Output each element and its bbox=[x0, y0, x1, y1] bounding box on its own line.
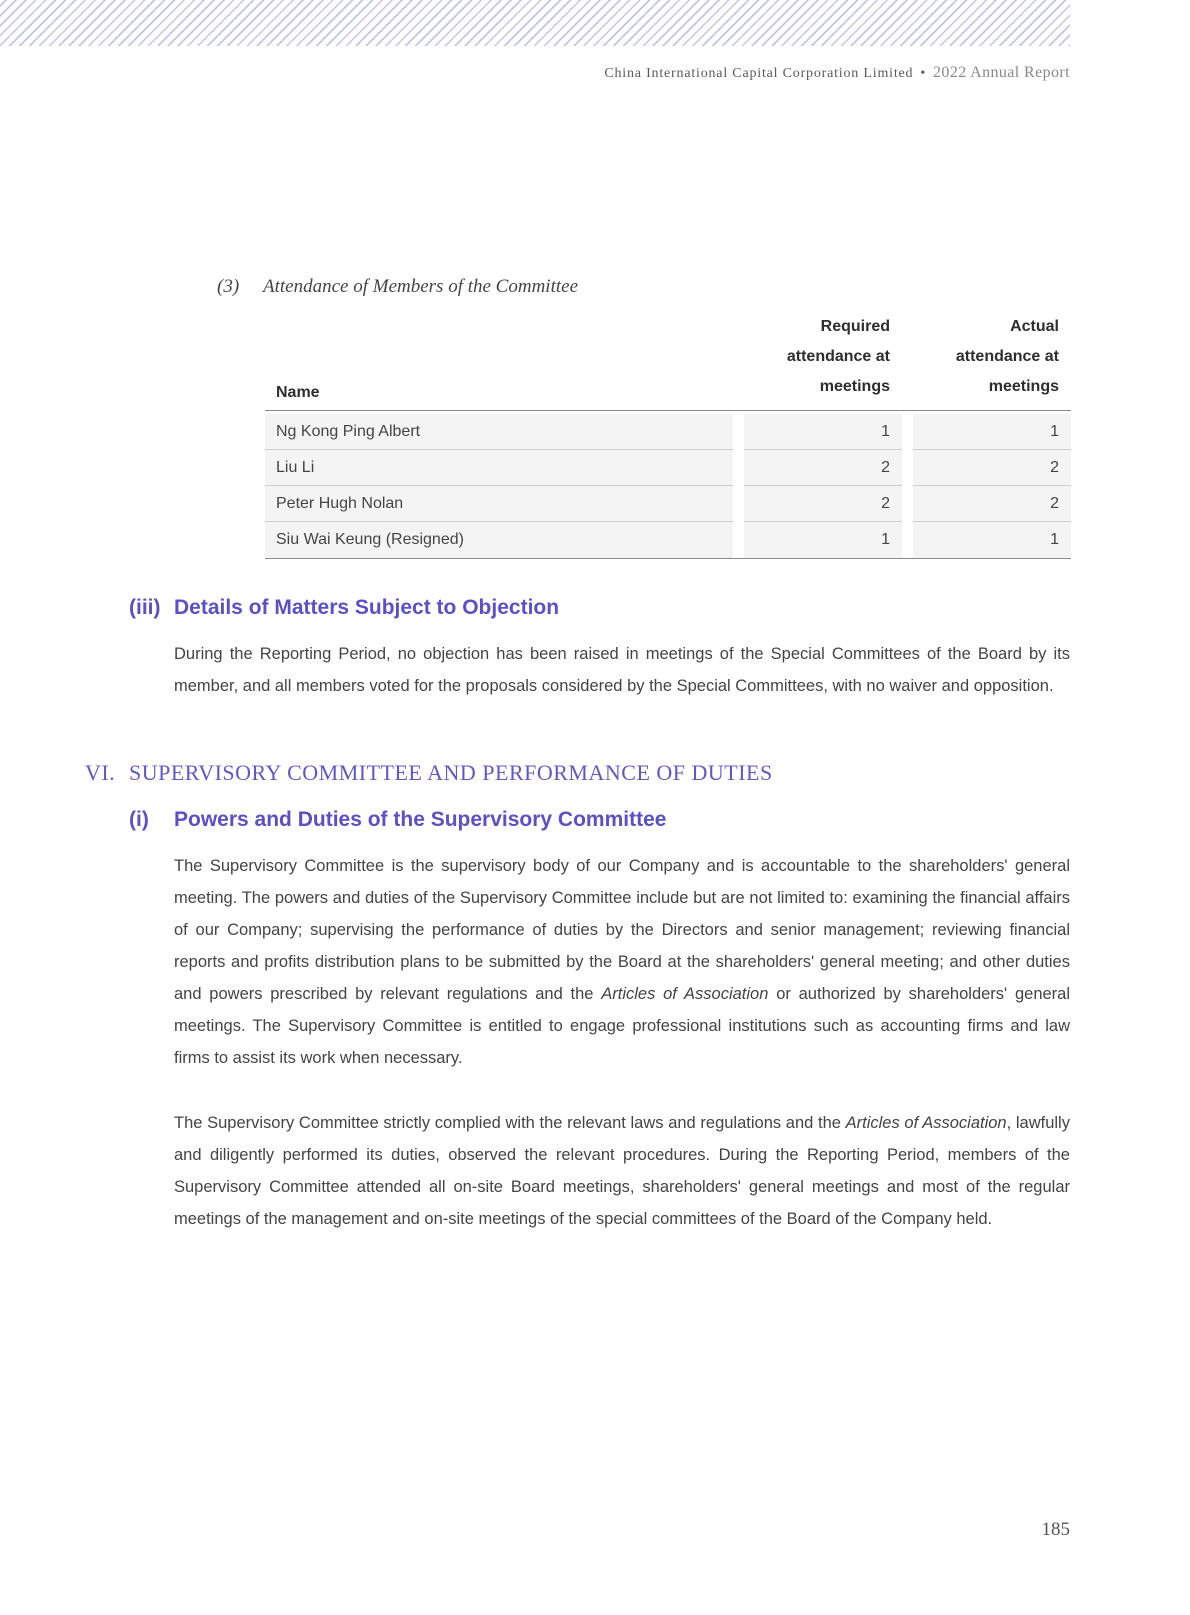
powers-heading bbox=[129, 808, 666, 832]
objection-heading-number: (iii) bbox=[129, 596, 161, 619]
cell-name: Ng Kong Ping Albert bbox=[265, 414, 733, 450]
attendance-table bbox=[265, 318, 1071, 559]
supervisory-heading-number: VI. bbox=[85, 760, 116, 785]
column-header-actual: Actual attendance at meetings bbox=[955, 318, 1059, 395]
attendance-heading bbox=[217, 276, 578, 298]
articles-of-association-reference: Articles of Association bbox=[601, 985, 769, 1003]
column-header-required: Required attendance at meetings bbox=[786, 318, 890, 395]
cell-actual: 2 bbox=[913, 486, 1071, 522]
table-body bbox=[265, 414, 1071, 559]
cell-actual: 2 bbox=[913, 450, 1071, 486]
objection-heading-title: Details of Matters Subject to Objection bbox=[174, 596, 560, 619]
powers-paragraph-2-text-b: , lawfully and diligently performed its duties, observed the relevant procedures. During the Reporting Period, members of the Supervisory Committee attended all on-site Board meetings, shareholders' general meetings and most of the regular meetings of the management and on-site meetings of the special committees of the Board of the Company held. bbox=[174, 1114, 1070, 1228]
supervisory-section-heading bbox=[85, 760, 773, 786]
table-row bbox=[265, 414, 1071, 450]
header-report-title: 2022 Annual Report bbox=[933, 64, 1070, 81]
column-header-name: Name bbox=[276, 384, 320, 401]
cell-actual: 1 bbox=[913, 522, 1071, 558]
cell-required: 1 bbox=[744, 522, 902, 558]
header-bullet: • bbox=[920, 66, 927, 81]
powers-paragraph-1-text-b: or authorized by shareholders' general meetings. The Supervisory Committee is entitled to engage professional institutions such as accounting firms and law firms to assist its work when necessary. bbox=[174, 985, 1071, 1067]
page-number: 185 bbox=[1041, 1519, 1070, 1540]
powers-paragraph-2-text-a: The Supervisory Committee strictly complied with the relevant laws and regulations and the bbox=[174, 1114, 846, 1132]
table-header bbox=[265, 318, 1071, 411]
supervisory-heading-title: SUPERVISORY COMMITTEE AND PERFORMANCE OF DUTIES bbox=[129, 760, 773, 785]
header-company: China International Capital Corporation Limited bbox=[604, 66, 914, 81]
cell-required: 2 bbox=[744, 450, 902, 486]
powers-paragraph-1 bbox=[174, 850, 1070, 1074]
table-row bbox=[265, 522, 1071, 558]
attendance-heading-number: (3) bbox=[217, 276, 240, 297]
cell-name: Liu Li bbox=[265, 450, 733, 486]
powers-paragraph-2 bbox=[174, 1107, 1070, 1235]
running-header bbox=[604, 64, 1070, 82]
powers-paragraph-1-text-a: The Supervisory Committee is the supervisory body of our Company and is accountable to the shareholders' general meeting. The powers and duties of the Supervisory Committee include but are not limited to: examining the financial affairs of our Company; supervising the performance of duties by the Directors and senior management; reviewing financial reports and profits distribution plans to be submitted by the Board at the shareholders' general meeting; and other duties and powers prescribed by relevant regulations and the bbox=[174, 857, 1070, 1003]
objection-heading bbox=[129, 596, 559, 620]
cell-actual: 1 bbox=[913, 414, 1071, 450]
articles-of-association-reference: Articles of Association bbox=[845, 1114, 1007, 1132]
table-row bbox=[265, 486, 1071, 522]
powers-heading-title: Powers and Duties of the Supervisory Committee bbox=[174, 808, 667, 831]
cell-name: Siu Wai Keung (Resigned) bbox=[265, 522, 733, 558]
cell-name: Peter Hugh Nolan bbox=[265, 486, 733, 522]
powers-heading-number: (i) bbox=[129, 808, 149, 831]
objection-paragraph: During the Reporting Period, no objection has been raised in meetings of the Special Committees of the Board by its member, and all members voted for the proposals considered by the Special Committees, with no waiver and opposition. bbox=[174, 645, 1070, 695]
attendance-heading-title: Attendance of Members of the Committee bbox=[263, 276, 579, 297]
cell-required: 2 bbox=[744, 486, 902, 522]
decorative-stripe-band bbox=[0, 0, 1070, 46]
table-row bbox=[265, 450, 1071, 486]
cell-required: 1 bbox=[744, 414, 902, 450]
